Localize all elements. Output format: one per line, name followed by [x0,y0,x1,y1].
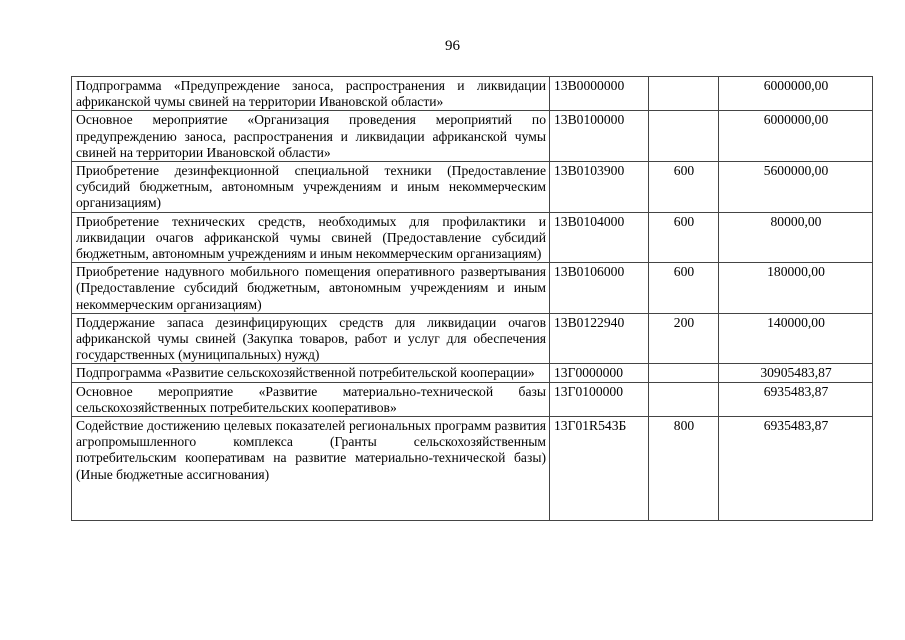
row-code: 13В0106000 [550,263,649,314]
row-code: 13В0000000 [550,77,649,111]
table-row [72,417,873,521]
row-expense-type: 600 [649,212,719,263]
row-name: Основное мероприятие «Организация проведения мероприятий по предупреждению заноса, распространения и ликвидации африканской чумы свиней на территории Ивановской области» [72,111,550,162]
row-code: 13В0122940 [550,313,649,364]
row-name: Основное мероприятие «Развитие материально-технической базы сельскохозяйственных потребительских кооперативов» [72,382,550,416]
row-code: 13Г01R543Б [550,417,649,521]
row-expense-type [649,77,719,111]
table-row [72,111,873,162]
page-number: 96 [445,38,460,54]
row-sum: 5600000,00 [719,162,873,213]
row-sum: 180000,00 [719,263,873,314]
budget-table [71,76,873,521]
row-name: Подпрограмма «Предупреждение заноса, распространения и ликвидации африканской чумы свиней на территории Ивановской области» [72,77,550,111]
table-row [72,364,873,382]
row-code: 13В0100000 [550,111,649,162]
row-sum: 6000000,00 [719,77,873,111]
table-row [72,382,873,416]
row-code: 13Г0000000 [550,364,649,382]
row-name: Подпрограмма «Развитие сельскохозяйственной потребительской кооперации» [72,364,550,382]
row-sum: 6935483,87 [719,382,873,416]
row-name: Приобретение дезинфекционной специальной техники (Предоставление субсидий бюджетным, автономным учреждениям и иным некоммерческим организациям) [72,162,550,213]
table-row [72,263,873,314]
row-code: 13Г0100000 [550,382,649,416]
row-name: Приобретение надувного мобильного помещения оперативного развертывания (Предоставление субсидий бюджетным, автономным учреждениям и иным некоммерческим организациям) [72,263,550,314]
row-expense-type: 800 [649,417,719,521]
row-expense-type [649,111,719,162]
row-code: 13В0104000 [550,212,649,263]
table-row [72,162,873,213]
row-code: 13В0103900 [550,162,649,213]
row-sum: 6000000,00 [719,111,873,162]
row-sum: 30905483,87 [719,364,873,382]
row-name: Содействие достижению целевых показателей региональных программ развития агропромышленного комплекса (Гранты сельскохозяйственным потребительским кооперативам на развитие материально-технической базы) (Иные бюджетные ассигнования) [72,417,550,521]
row-expense-type [649,382,719,416]
row-expense-type: 200 [649,313,719,364]
table-row [72,212,873,263]
row-sum: 140000,00 [719,313,873,364]
row-expense-type [649,364,719,382]
row-name: Поддержание запаса дезинфицирующих средств для ликвидации очагов африканской чумы свиней (Закупка товаров, работ и услуг для обеспечения государственных (муниципальных) нужд) [72,313,550,364]
row-expense-type: 600 [649,263,719,314]
row-sum: 80000,00 [719,212,873,263]
row-sum: 6935483,87 [719,417,873,521]
table-row [72,77,873,111]
table-row [72,313,873,364]
row-expense-type: 600 [649,162,719,213]
row-name: Приобретение технических средств, необходимых для профилактики и ликвидации очагов африканской чумы свиней (Предоставление субсидий бюджетным, автономным учреждениям и иным некоммерческим организациям) [72,212,550,263]
